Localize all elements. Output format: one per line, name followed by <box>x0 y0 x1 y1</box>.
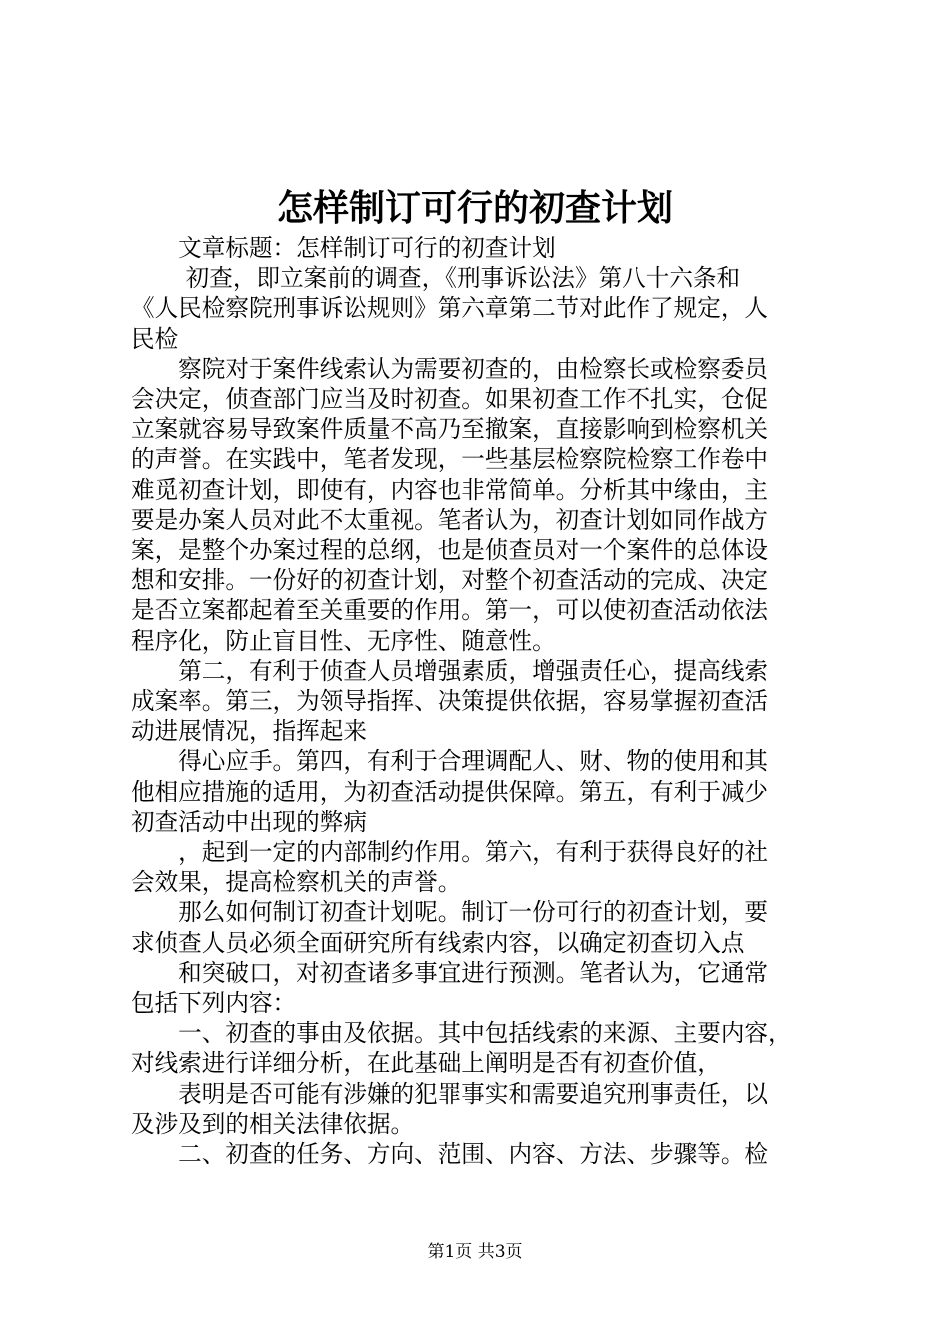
page-footer: 第1页 共3页 <box>427 1242 523 1262</box>
body-line: 《人民检察院刑事诉讼规则》第六章第二节对此作了规定，人 <box>131 294 769 323</box>
body-line: ，起到一定的内部制约作用。第六，有利于获得良好的社 <box>131 838 769 867</box>
body-line: 想和安排。一份好的初查计划，对整个初查活动的完成、决定 <box>131 566 769 595</box>
body-line: 立案就容易导致案件质量不高乃至撤案，直接影响到检察机关 <box>131 415 769 444</box>
body-line: 那么如何制订初查计划呢。制订一份可行的初查计划，要 <box>131 898 769 927</box>
body-line: 案，是整个办案过程的总纲，也是侦查员对一个案件的总体设 <box>131 536 769 565</box>
body-line: 得心应手。第四，有利于合理调配人、财、物的使用和其 <box>131 747 769 776</box>
body-line: 初查活动中出现的弊病 <box>131 807 367 836</box>
body-line: 及涉及到的相关法律依据。 <box>131 1109 415 1138</box>
body-line: 成案率。第三，为领导指挥、决策提供依据，容易掌握初查活 <box>131 687 769 716</box>
body-line: 文章标题：怎样制订可行的初查计划 <box>131 234 556 262</box>
page-title: 怎样制订可行的初查计划 <box>276 187 673 229</box>
body-line: 的声誉。在实践中，笔者发现，一些基层检察院检察工作卷中 <box>131 445 769 474</box>
body-line: 难觅初查计划，即使有，内容也非常简单。分析其中缘由，主 <box>131 475 769 504</box>
body-line: 察院对于案件线索认为需要初查的，由检察长或检察委员 <box>131 354 769 383</box>
body-line: 第二，有利于侦查人员增强素质，增强责任心，提高线索 <box>131 656 769 685</box>
body-line: 程序化，防止盲目性、无序性、随意性。 <box>131 626 556 655</box>
body-line: 会决定，侦查部门应当及时初查。如果初查工作不扎实，仓促 <box>131 385 769 414</box>
body-line: 包括下列内容： <box>131 989 297 1018</box>
body-line: 一、初查的事由及依据。其中包括线索的来源、主要内容， <box>131 1019 792 1048</box>
body-line: 动进展情况，指挥起来 <box>131 717 367 746</box>
body-line: 要是办案人员对此不太重视。笔者认为，初查计划如同作战方 <box>131 505 769 534</box>
body-line: 初查，即立案前的调查，《刑事诉讼法》第八十六条和 <box>131 264 741 293</box>
body-line: 会效果，提高检察机关的声誉。 <box>131 868 462 897</box>
body-line: 是否立案都起着至关重要的作用。第一，可以使初查活动依法 <box>131 596 769 625</box>
body-line: 他相应措施的适用，为初查活动提供保障。第五，有利于减少 <box>131 777 769 806</box>
body-line: 求侦查人员必须全面研究所有线索内容，以确定初查切入点 <box>131 928 745 957</box>
body-line: 和突破口，对初查诸多事宜进行预测。笔者认为，它通常 <box>131 958 769 987</box>
body-line: 对线索进行详细分析，在此基础上阐明是否有初查价值， <box>131 1049 721 1078</box>
body-line: 表明是否可能有涉嫌的犯罪事实和需要追究刑事责任，以 <box>131 1079 769 1108</box>
body-line: 民检 <box>131 324 179 353</box>
document-body <box>131 233 831 1169</box>
body-line: 二、初查的任务、方向、范围、内容、方法、步骤等。检 <box>131 1140 769 1169</box>
